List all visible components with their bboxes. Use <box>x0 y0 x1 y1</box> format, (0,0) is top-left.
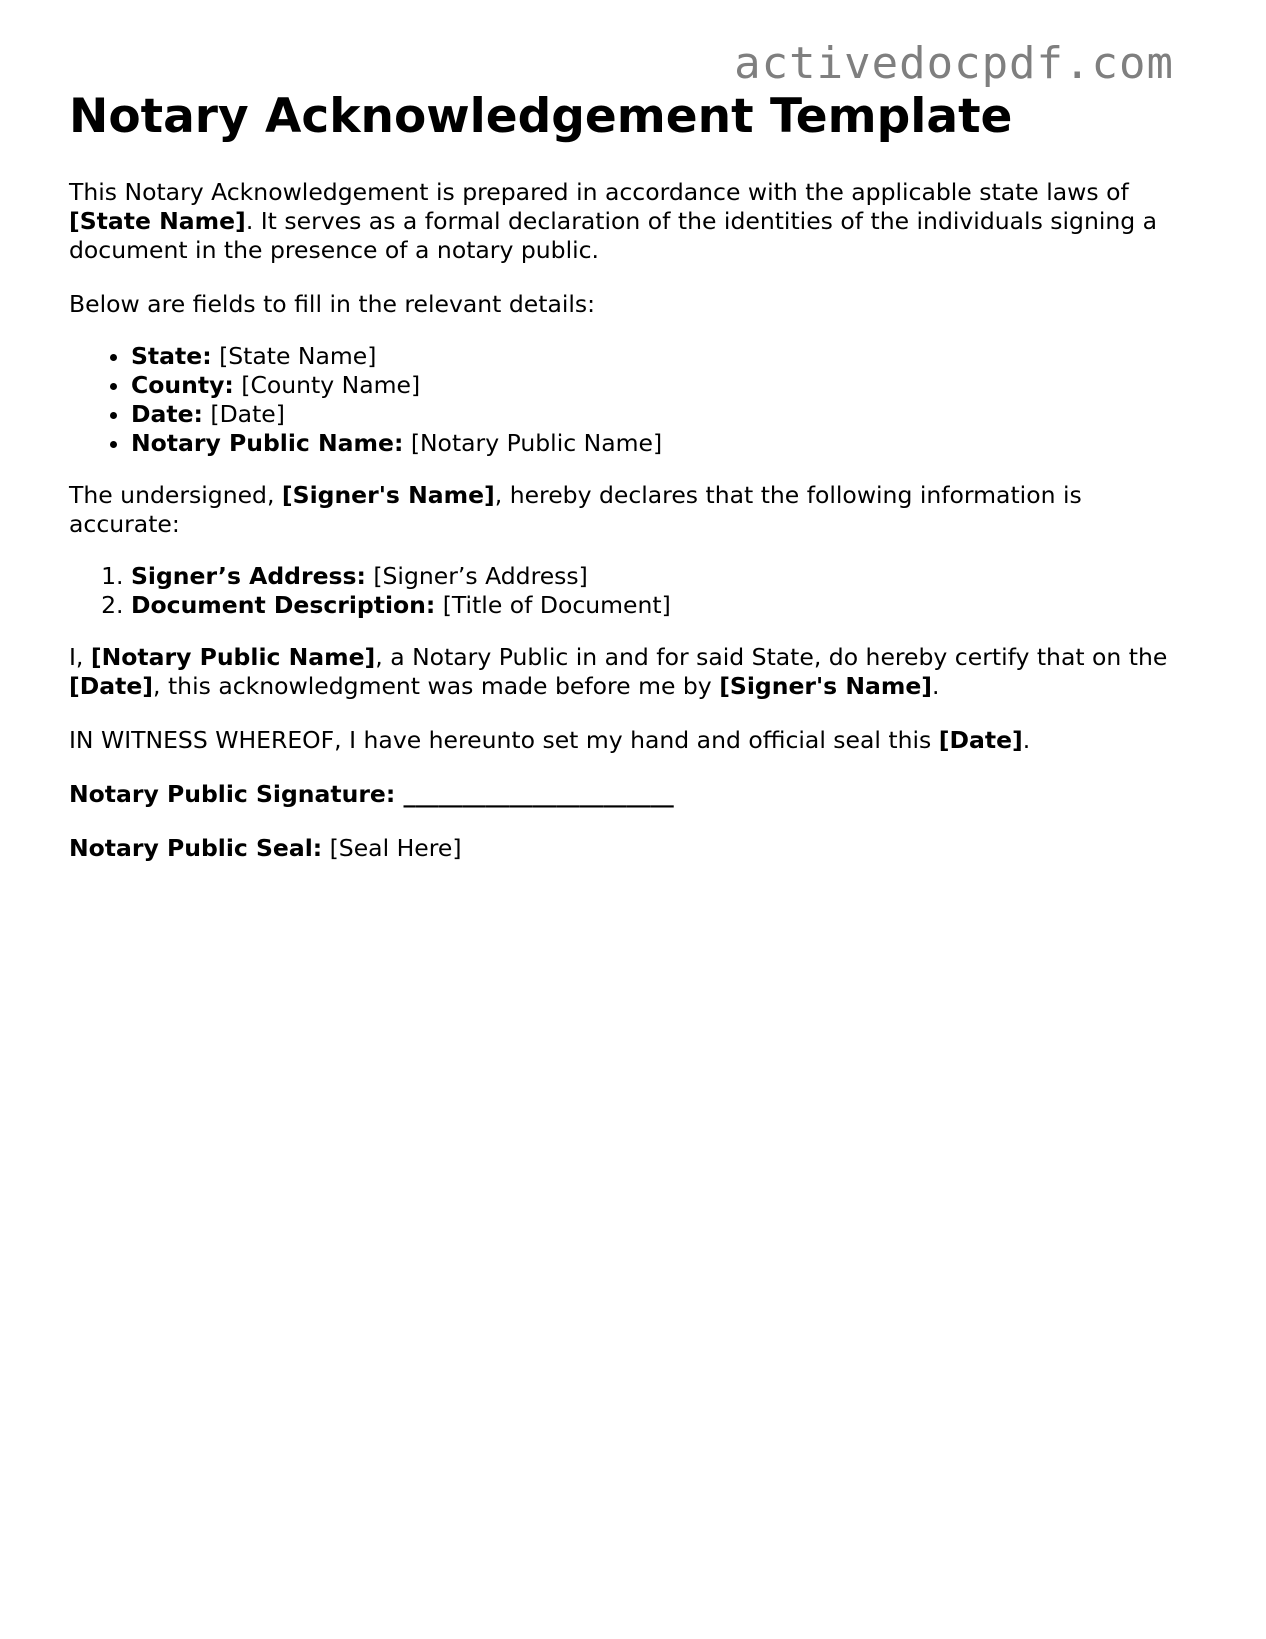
field-value: [Notary Public Name] <box>403 429 663 457</box>
intro-state-placeholder: [State Name] <box>69 207 246 235</box>
field-value: [Date] <box>202 400 285 428</box>
declaration-signer-placeholder: [Signer's Name] <box>281 481 495 509</box>
signature-blank: _______________________ <box>395 780 674 808</box>
intro-text-2: . It serves as a formal declaration of the identities of the individuals signing a document in the presence of a notary public. <box>69 207 1158 264</box>
certification-date-placeholder: [Date] <box>69 672 154 700</box>
info-item-document-description <box>131 591 1199 620</box>
field-item-county <box>131 371 1199 400</box>
info-value: [Signer’s Address] <box>365 562 588 590</box>
field-label: State: <box>131 342 212 370</box>
field-value: [County Name] <box>233 371 421 399</box>
intro-paragraph <box>69 178 1199 265</box>
certification-text-1: I, <box>69 643 91 671</box>
field-item-state <box>131 342 1199 371</box>
certification-text-2: , a Notary Public in and for said State, do hereby certify that on the <box>375 643 1168 671</box>
info-value: [Title of Document] <box>435 591 671 619</box>
declaration-text-2: , hereby declares that the following information is accurate: <box>69 481 1082 538</box>
field-label: Notary Public Name: <box>131 429 404 457</box>
certification-text-3: , this acknowledgment was made before me by <box>153 672 720 700</box>
document-page <box>69 86 1199 863</box>
field-item-date <box>131 400 1199 429</box>
declaration-paragraph <box>69 481 1199 539</box>
fields-list <box>69 342 1199 458</box>
field-item-notary-name <box>131 429 1199 458</box>
witness-paragraph <box>69 726 1199 755</box>
info-label: Document Description: <box>131 591 436 619</box>
field-label: Date: <box>131 400 203 428</box>
witness-text-1: IN WITNESS WHEREOF, I have hereunto set my hand and official seal this <box>69 726 939 754</box>
certification-notary-placeholder: [Notary Public Name] <box>90 643 376 671</box>
info-item-signer-address <box>131 562 1199 591</box>
intro-text-1: This Notary Acknowledgement is prepared in accordance with the applicable state laws of <box>69 178 1129 206</box>
field-label: County: <box>131 371 234 399</box>
seal-value: [Seal Here] <box>322 834 462 862</box>
fields-intro: Below are fields to fill in the relevant details: <box>69 290 596 318</box>
certification-signer-placeholder: [Signer's Name] <box>719 672 933 700</box>
certification-paragraph <box>69 643 1199 701</box>
info-label: Signer’s Address: <box>131 562 366 590</box>
signature-line <box>69 780 1199 809</box>
seal-line <box>69 834 1199 863</box>
declaration-text-1: The undersigned, <box>69 481 282 509</box>
seal-label: Notary Public Seal: <box>69 834 323 862</box>
info-list <box>69 562 1199 620</box>
witness-text-2: . <box>1022 726 1031 754</box>
field-value: [State Name] <box>211 342 377 370</box>
witness-date-placeholder: [Date] <box>938 726 1023 754</box>
certification-text-4: . <box>932 672 940 700</box>
page-title: Notary Acknowledgement Template <box>69 89 1013 144</box>
signature-label: Notary Public Signature: <box>69 780 396 808</box>
watermark: activedocpdf.com <box>734 38 1174 89</box>
